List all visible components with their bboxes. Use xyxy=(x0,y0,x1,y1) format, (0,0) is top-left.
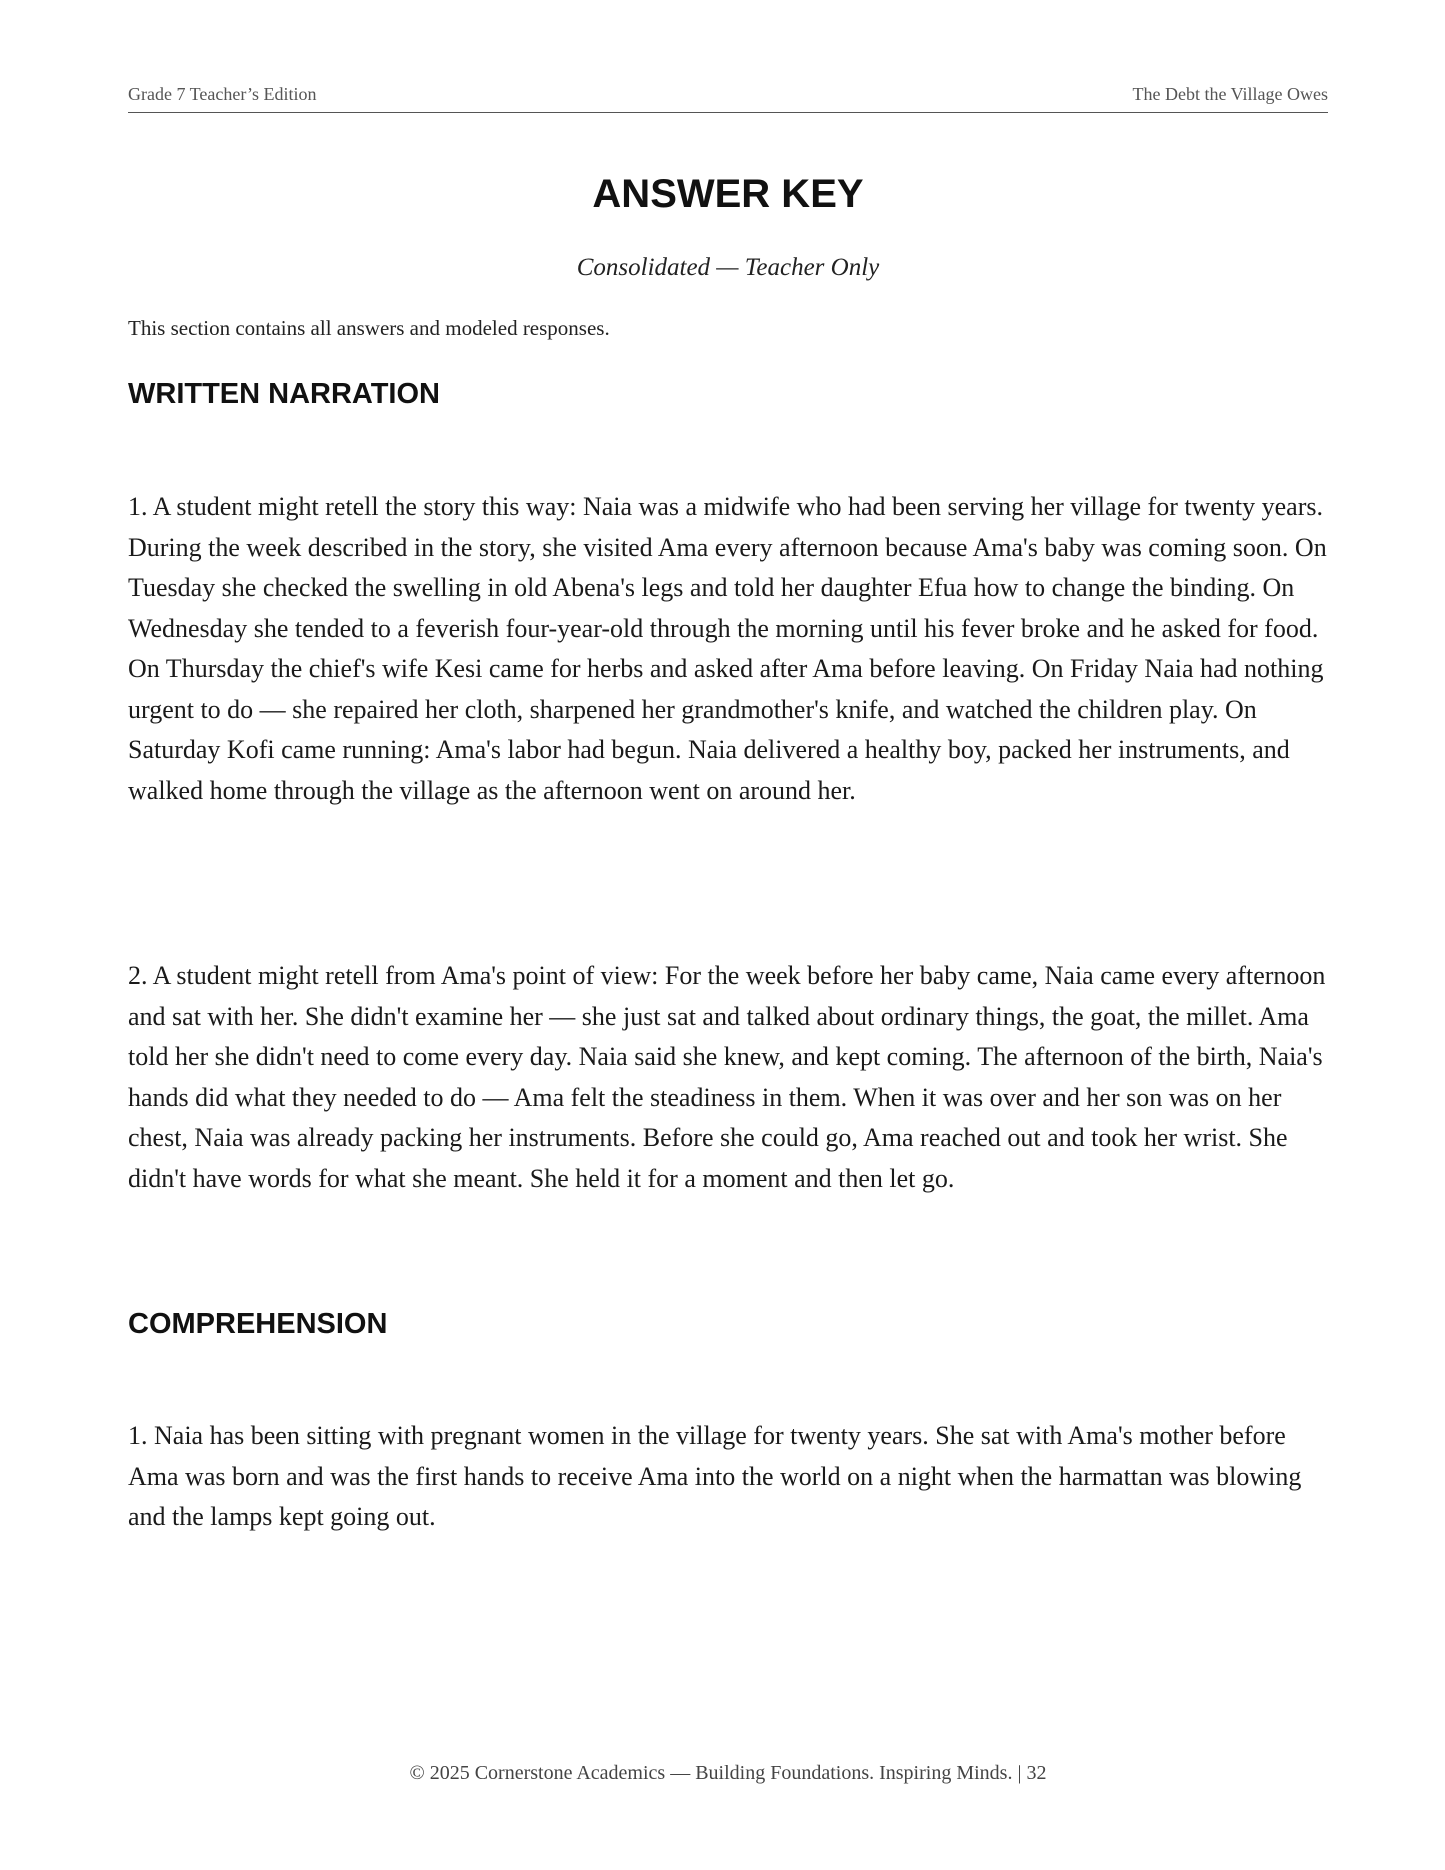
section-heading-written-narration: WRITTEN NARRATION xyxy=(128,378,440,410)
intro-text: This section contains all answers and modeled responses. xyxy=(128,316,610,340)
page-subtitle: Consolidated — Teacher Only xyxy=(576,254,880,281)
header-right-text: The Debt the Village Owes xyxy=(1132,84,1328,104)
running-header xyxy=(128,84,1328,113)
answer-comprehension-1: 1. Naia has been sitting with pregnant women in the village for twenty years. She sat with Ama's mother before Ama was born and was the first hands to receive Ama into the world on a night when the harmattan was blowing and the lamps kept going out. xyxy=(128,1421,1302,1531)
header-left-text: Grade 7 Teacher’s Edition xyxy=(128,84,317,104)
answer-narration-1: 1. A student might retell the story this way: Naia was a midwife who had been serving her village for twenty years. During the week described in the story, she visited Ama every afternoon because Ama's baby was coming soon. On Tuesday she checked the swelling in old Abena's legs and told her daughter Efua how to change the binding. On Wednesday she tended to a feverish four-year-old through the morning until his fever broke and he asked for food. On Thursday the chief's wife Kesi came for herbs and asked after Ama before leaving. On Friday Naia had nothing urgent to do — she repaired her cloth, sharpened her grandmother's knife, and watched the children play. On Saturday Kofi came running: Ama's labor had begun. Naia delivered a healthy boy, packed her instruments, and walked home through the village as the afternoon went on around her. xyxy=(128,492,1327,805)
answer-narration-2: 2. A student might retell from Ama's point of view: For the week before her baby came, Naia came every afternoon and sat with her. She didn't examine her — she just sat and talked about ordinary things, the goat, the millet. Ama told her she didn't need to come every day. Naia said she knew, and kept coming. The afternoon of the birth, Naia's hands did what they needed to do — Ama felt the steadiness in them. When it was over and her son was on her chest, Naia was already packing her instruments. Before she could go, Ama reached out and took her wrist. She didn't have words for what she meant. She held it for a moment and then let go. xyxy=(128,961,1326,1193)
page-title: ANSWER KEY xyxy=(592,172,864,216)
page-footer: © 2025 Cornerstone Academics — Building Foundations. Inspiring Minds. | 32 xyxy=(409,1762,1047,1784)
section-heading-comprehension: COMPREHENSION xyxy=(128,1308,388,1340)
